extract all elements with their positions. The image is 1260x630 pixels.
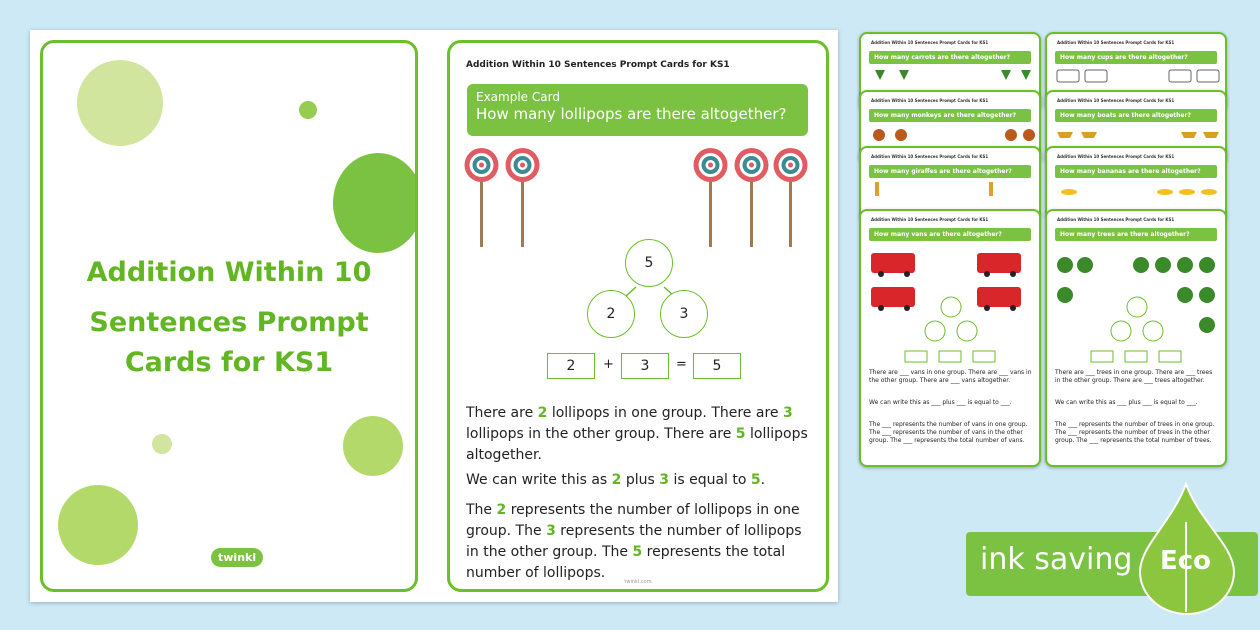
number-highlight: 3 [659,472,669,488]
giraffe-icons [861,178,1041,198]
decor-circle [152,434,172,454]
text: represents the number of lollipops in one group. The [466,502,800,539]
cover-title-line3: Cards for KS1 [124,347,334,378]
cover-title-line2: Sentences Prompt [89,307,369,338]
van-illustration [861,247,1041,367]
decor-circle [343,416,403,476]
thumb-question: How many vans are there altogether? [869,228,1031,241]
carrot-icons [861,64,1041,84]
part-circle-b: 3 [660,290,708,338]
thumb-header: Addition Within 10 Sentences Prompt Cards for KS1 [871,154,989,159]
thumb-header: Addition Within 10 Sentences Prompt Cards for KS1 [871,98,989,103]
thumbnail-card-trees [1045,209,1227,467]
tree-illustration [1047,247,1227,367]
text: . [760,472,766,488]
sentence-paragraph-1 [466,403,816,466]
cover-title-line1: Addition Within 10 [86,257,372,288]
thumb-question: How many monkeys are there altogether? [869,109,1031,122]
card-header: Addition Within 10 Sentences Prompt Cards for KS1 [466,60,730,70]
thumb-sentence-1: There are ___ trees in one group. There are ___ trees in the other group. There are ___ trees altogether. [1055,369,1213,384]
example-card [447,40,829,592]
sentence-paragraph-3 [466,500,816,584]
thumb-sentence-1: There are ___ vans in one group. There are ___ vans in the other group. There are ___ vans altogether. [869,369,1032,384]
equals-sign: = [676,357,687,372]
thumb-question: How many trees are there altogether? [1055,228,1217,241]
ink-saving-label: ink saving [980,542,1133,577]
thumb-sentence-2: We can write this as ___ plus ___ is equal to ___. [1055,399,1198,406]
text: We can write this as [466,472,612,488]
lollipop-icon [465,148,499,247]
eco-label: Eco [1160,546,1212,576]
card-footer: twinkl.com [624,579,652,585]
card-label: Example Card [476,90,560,104]
plus-sign: + [603,357,614,372]
thumb-header: Addition Within 10 Sentences Prompt Cards for KS1 [1057,217,1175,222]
number-highlight: 3 [782,405,793,421]
text: plus [621,472,660,488]
thumb-sentence-3: The ___ represents the number of trees in one group. The ___ represents the number of trees in the other group. The ___ represents the total number of trees. [1055,421,1215,444]
twinkl-logo: twinkl [211,548,263,567]
thumb-question: How many carrots are there altogether? [869,51,1031,64]
thumb-header: Addition Within 10 Sentences Prompt Cards for KS1 [1057,40,1175,45]
decor-circle [299,101,317,119]
number-highlight: 2 [611,472,622,488]
text: There are [466,405,538,421]
thumb-question: How many boats are there altogether? [1055,109,1217,122]
thumb-header: Addition Within 10 Sentences Prompt Cards for KS1 [871,217,989,222]
thumbnail-card-vans [859,209,1041,467]
banana-icons [1047,178,1227,198]
question-text: How many lollipops are there altogether? [476,105,787,123]
lollipop-icon [774,148,808,247]
thumb-header: Addition Within 10 Sentences Prompt Cards for KS1 [1057,154,1175,159]
part-circle-a: 2 [587,290,635,338]
lollipop-icon [506,148,540,247]
number-highlight: 5 [750,472,761,488]
number-highlight: 5 [632,544,643,560]
cover-card [40,40,418,592]
thumb-question: How many giraffes are there altogether? [869,165,1031,178]
thumb-header: Addition Within 10 Sentences Prompt Cards for KS1 [871,40,989,45]
thumb-sentence-2: We can write this as ___ plus ___ is equal to ___. [869,399,1012,406]
equation-box-result: 5 [693,353,741,379]
lollipop-icon [735,148,769,247]
text: lollipops in the other group. There are [466,426,736,442]
whole-circle: 5 [625,239,673,287]
text: is equal to [669,472,751,488]
text: lollipops in one group. There are [547,405,783,421]
thumb-header: Addition Within 10 Sentences Prompt Cards for KS1 [1057,98,1175,103]
number-highlight: 3 [546,523,556,539]
monkey-icons [861,122,1041,142]
equation-box-a: 2 [547,353,595,379]
number-highlight: 2 [537,405,548,421]
text: represents the total number of lollipops. [466,544,786,581]
decor-circle [58,485,138,565]
resource-sheet [30,30,838,602]
thumb-question: How many bananas are there altogether? [1055,165,1217,178]
text: lollipops altogether. [466,426,808,463]
thumb-sentence-3: The ___ represents the number of vans in one group. The ___ represents the number of vans in the other group. The ___ represents the total number of vans. [869,421,1028,444]
decor-circle [77,60,163,146]
sentence-paragraph-2 [466,470,816,491]
lollipop-icon [694,148,728,247]
number-highlight: 2 [496,502,507,518]
text: The [466,502,497,518]
text: represents the number of lollipops in the other group. The [466,523,802,560]
equation-box-b: 3 [621,353,669,379]
thumb-question: How many cups are there altogether? [1055,51,1217,64]
decor-circle [333,153,418,253]
boat-icons [1047,122,1227,142]
cup-icons [1047,64,1227,84]
number-highlight: 5 [735,426,746,442]
